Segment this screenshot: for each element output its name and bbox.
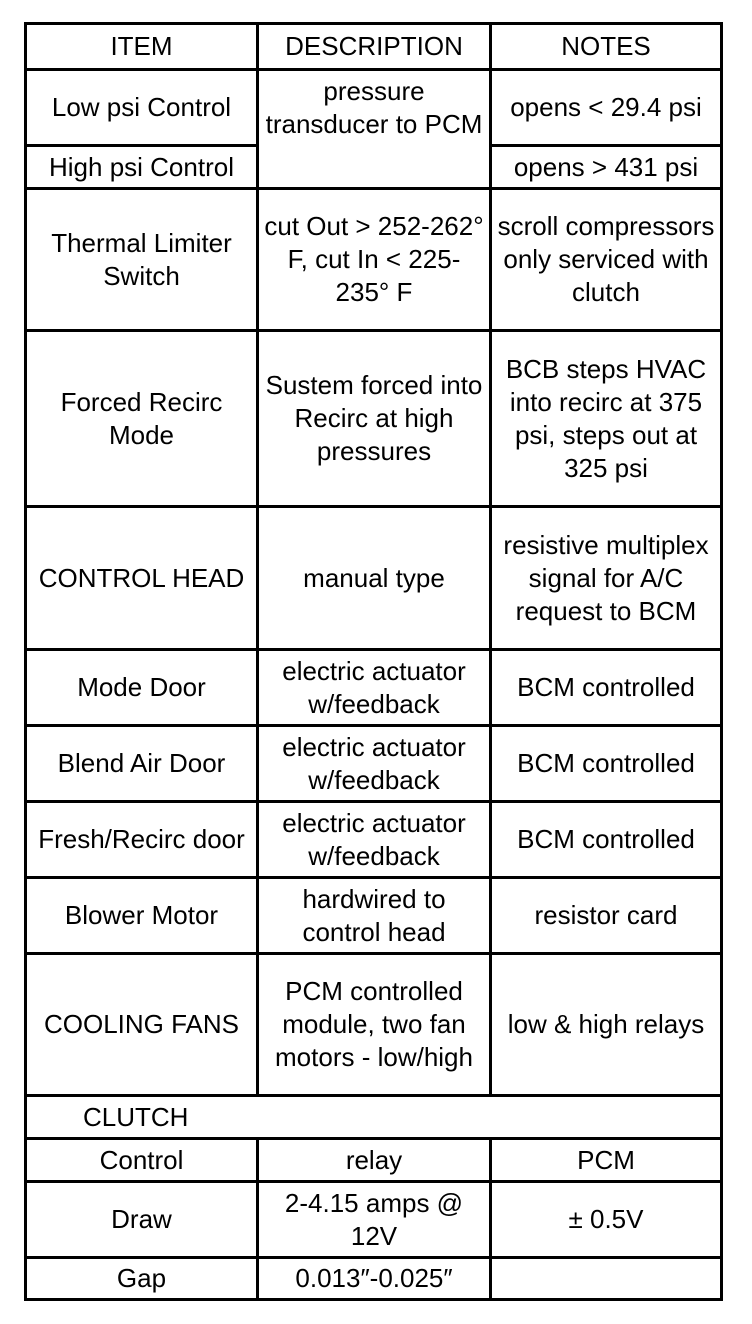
row-description: electric actuator w/feedback <box>258 650 491 726</box>
row-notes: opens > 431 psi <box>491 146 722 189</box>
row-notes: PCM <box>491 1139 722 1182</box>
row-description: pressure transducer to PCM <box>258 70 491 189</box>
row-notes: ± 0.5V <box>491 1182 722 1258</box>
row-description: electric actuator w/feedback <box>258 726 491 802</box>
table-row <box>26 726 722 802</box>
row-notes: resistive multiplex signal for A/C request to BCM <box>491 507 722 650</box>
clutch-heading: CLUTCH <box>26 1096 722 1139</box>
row-notes: resistor card <box>491 878 722 954</box>
table-row <box>26 650 722 726</box>
header-description: DESCRIPTION <box>258 24 491 70</box>
row-item: Thermal Limiter Switch <box>26 189 258 331</box>
table-row <box>26 1182 722 1258</box>
row-item: Control <box>26 1139 258 1182</box>
header-row <box>26 24 722 70</box>
row-notes: BCM controlled <box>491 802 722 878</box>
row-item: COOLING FANS <box>26 954 258 1096</box>
row-item: Mode Door <box>26 650 258 726</box>
row-notes: BCB steps HVAC into recirc at 375 psi, steps out at 325 psi <box>491 331 722 507</box>
row-description: PCM controlled module, two fan motors - low/high <box>258 954 491 1096</box>
table-row <box>26 954 722 1096</box>
row-description: 0.013″-0.025″ <box>258 1258 491 1300</box>
header-notes: NOTES <box>491 24 722 70</box>
table-row <box>26 802 722 878</box>
row-description: cut Out > 252-262° F, cut In < 225-235° F <box>258 189 491 331</box>
table-row <box>26 878 722 954</box>
table-row <box>26 1258 722 1300</box>
ac-specs-table <box>24 22 723 1301</box>
row-description: relay <box>258 1139 491 1182</box>
row-description: manual type <box>258 507 491 650</box>
row-item: Low psi Control <box>26 70 258 146</box>
row-description: Sustem forced into Recirc at high pressures <box>258 331 491 507</box>
row-notes: low & high relays <box>491 954 722 1096</box>
row-item: Draw <box>26 1182 258 1258</box>
row-item: High psi Control <box>26 146 258 189</box>
table-row <box>26 189 722 331</box>
table-row <box>26 507 722 650</box>
row-item: Gap <box>26 1258 258 1300</box>
row-notes: opens < 29.4 psi <box>491 70 722 146</box>
row-description: hardwired to control head <box>258 878 491 954</box>
row-notes: BCM controlled <box>491 650 722 726</box>
clutch-heading-row <box>26 1096 722 1139</box>
row-item: Blend Air Door <box>26 726 258 802</box>
row-notes: scroll compressors only serviced with clutch <box>491 189 722 331</box>
row-description: electric actuator w/feedback <box>258 802 491 878</box>
table-row <box>26 1139 722 1182</box>
row-notes <box>491 1258 722 1300</box>
row-item: Blower Motor <box>26 878 258 954</box>
row-notes: BCM controlled <box>491 726 722 802</box>
header-item: ITEM <box>26 24 258 70</box>
table-row <box>26 331 722 507</box>
table-row <box>26 70 722 146</box>
row-item: CONTROL HEAD <box>26 507 258 650</box>
row-item: Forced Recirc Mode <box>26 331 258 507</box>
row-description: 2-4.15 amps @ 12V <box>258 1182 491 1258</box>
row-item: Fresh/Recirc door <box>26 802 258 878</box>
